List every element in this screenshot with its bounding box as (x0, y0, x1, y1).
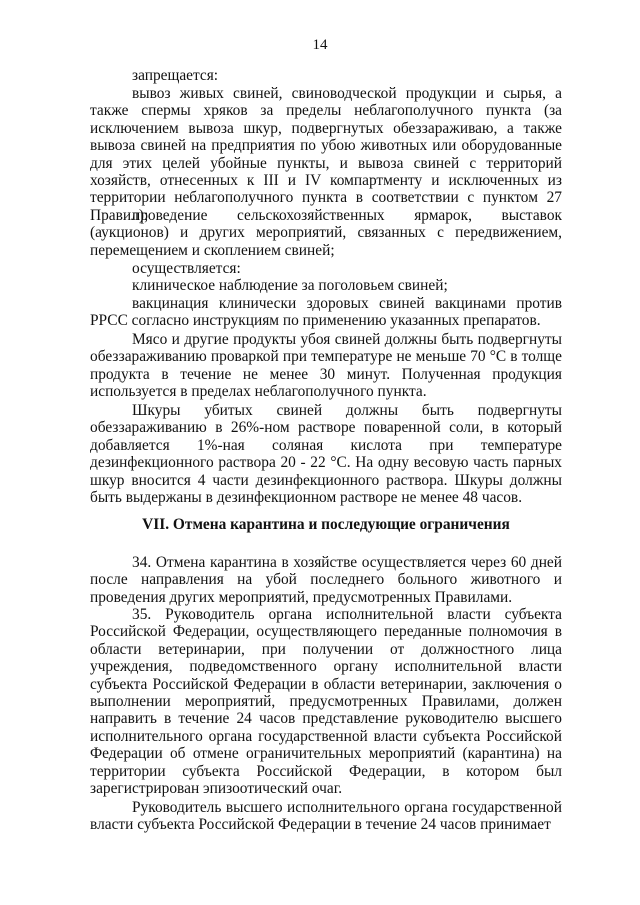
paragraph-head-decision: Руководитель высшего исполнительного органа государственной власти субъекта Российской Федерации в течение 24 часов принимает (90, 799, 562, 834)
paragraph-observation: клиническое наблюдение за поголовьем свиней; (132, 277, 448, 294)
paragraph-meat-disinfection: Мясо и другие продукты убоя свиней должны быть подвергнуты обеззараживанию проваркой при температуре не меньше 70 °С в толще продукта в течение не менее 30 минут. Полученная продукция используется в пределах неблагополучного пункта. (90, 331, 562, 401)
paragraph-prohibited: запрещается: (132, 67, 219, 84)
paragraph-carried-out: осуществляется: (132, 260, 241, 277)
paragraph-vaccination: вакцинация клинически здоровых свиней вакцинами против РРСС согласно инструкциям по применению указанных препаратов. (90, 295, 562, 330)
paragraph-35: 35. Руководитель органа исполнительной власти субъекта Российской Федерации, осуществляющего переданные полномочия в области ветеринарии, при получении от должностного лица учреждения, подведомственного органу исполнительной власти субъекта Российской Федерации в области ветеринарии, заключения о выполнении мероприятий, предусмотренных Правилами, должен направить в течение 24 часов представление руководителю высшего исполнительного органа государственной власти субъекта Российской Федерации об отмене ограничительных мероприятий (карантина) на территории субъекта Российской Федерации, в котором был зарегистрирован эпизоотический очаг. (90, 606, 562, 798)
page-number: 14 (312, 37, 328, 53)
paragraph-export-ban: вывоз живых свиней, свиноводческой продукции и сырья, а также спермы хряков за пределы неблагополучного пункта (за исключением вывоза шкур, подвергнутых обеззараживаю, а также вывоза свиней на предприятия по убою животных или оборудованные для этих целей убойные пункты, и вывоза свиней с территорий хозяйств, отнесенных к III и IV компартменту и исключенных из территории неблагополучного пункта в соответствии с пунктом 27 Правил); (90, 85, 562, 224)
paragraph-34: 34. Отмена карантина в хозяйстве осуществляется через 60 дней после направления на убой последнего больного животного и проведения других мероприятий, предусмотренных Правилами. (90, 554, 562, 606)
paragraph-fairs-ban: проведение сельскохозяйственных ярмарок, выставок (аукционов) и других мероприятий, связанных с передвижением, перемещением и скоплением свиней; (90, 207, 562, 259)
paragraph-skins-disinfection: Шкуры убитых свиней должны быть подвергнуты обеззараживанию в 26%-ном растворе поваренной соли, в который добавляется 1%-ная соляная кислота при температуре дезинфекционного раствора 20 - 22 °С. На одну весовую часть парных шкур вносится 4 части дезинфекционного раствора. Шкуры должны быть выдержаны в дезинфекционном растворе не менее 48 часов. (90, 402, 562, 507)
section-title: VII. Отмена карантина и последующие ограничения (142, 516, 510, 533)
